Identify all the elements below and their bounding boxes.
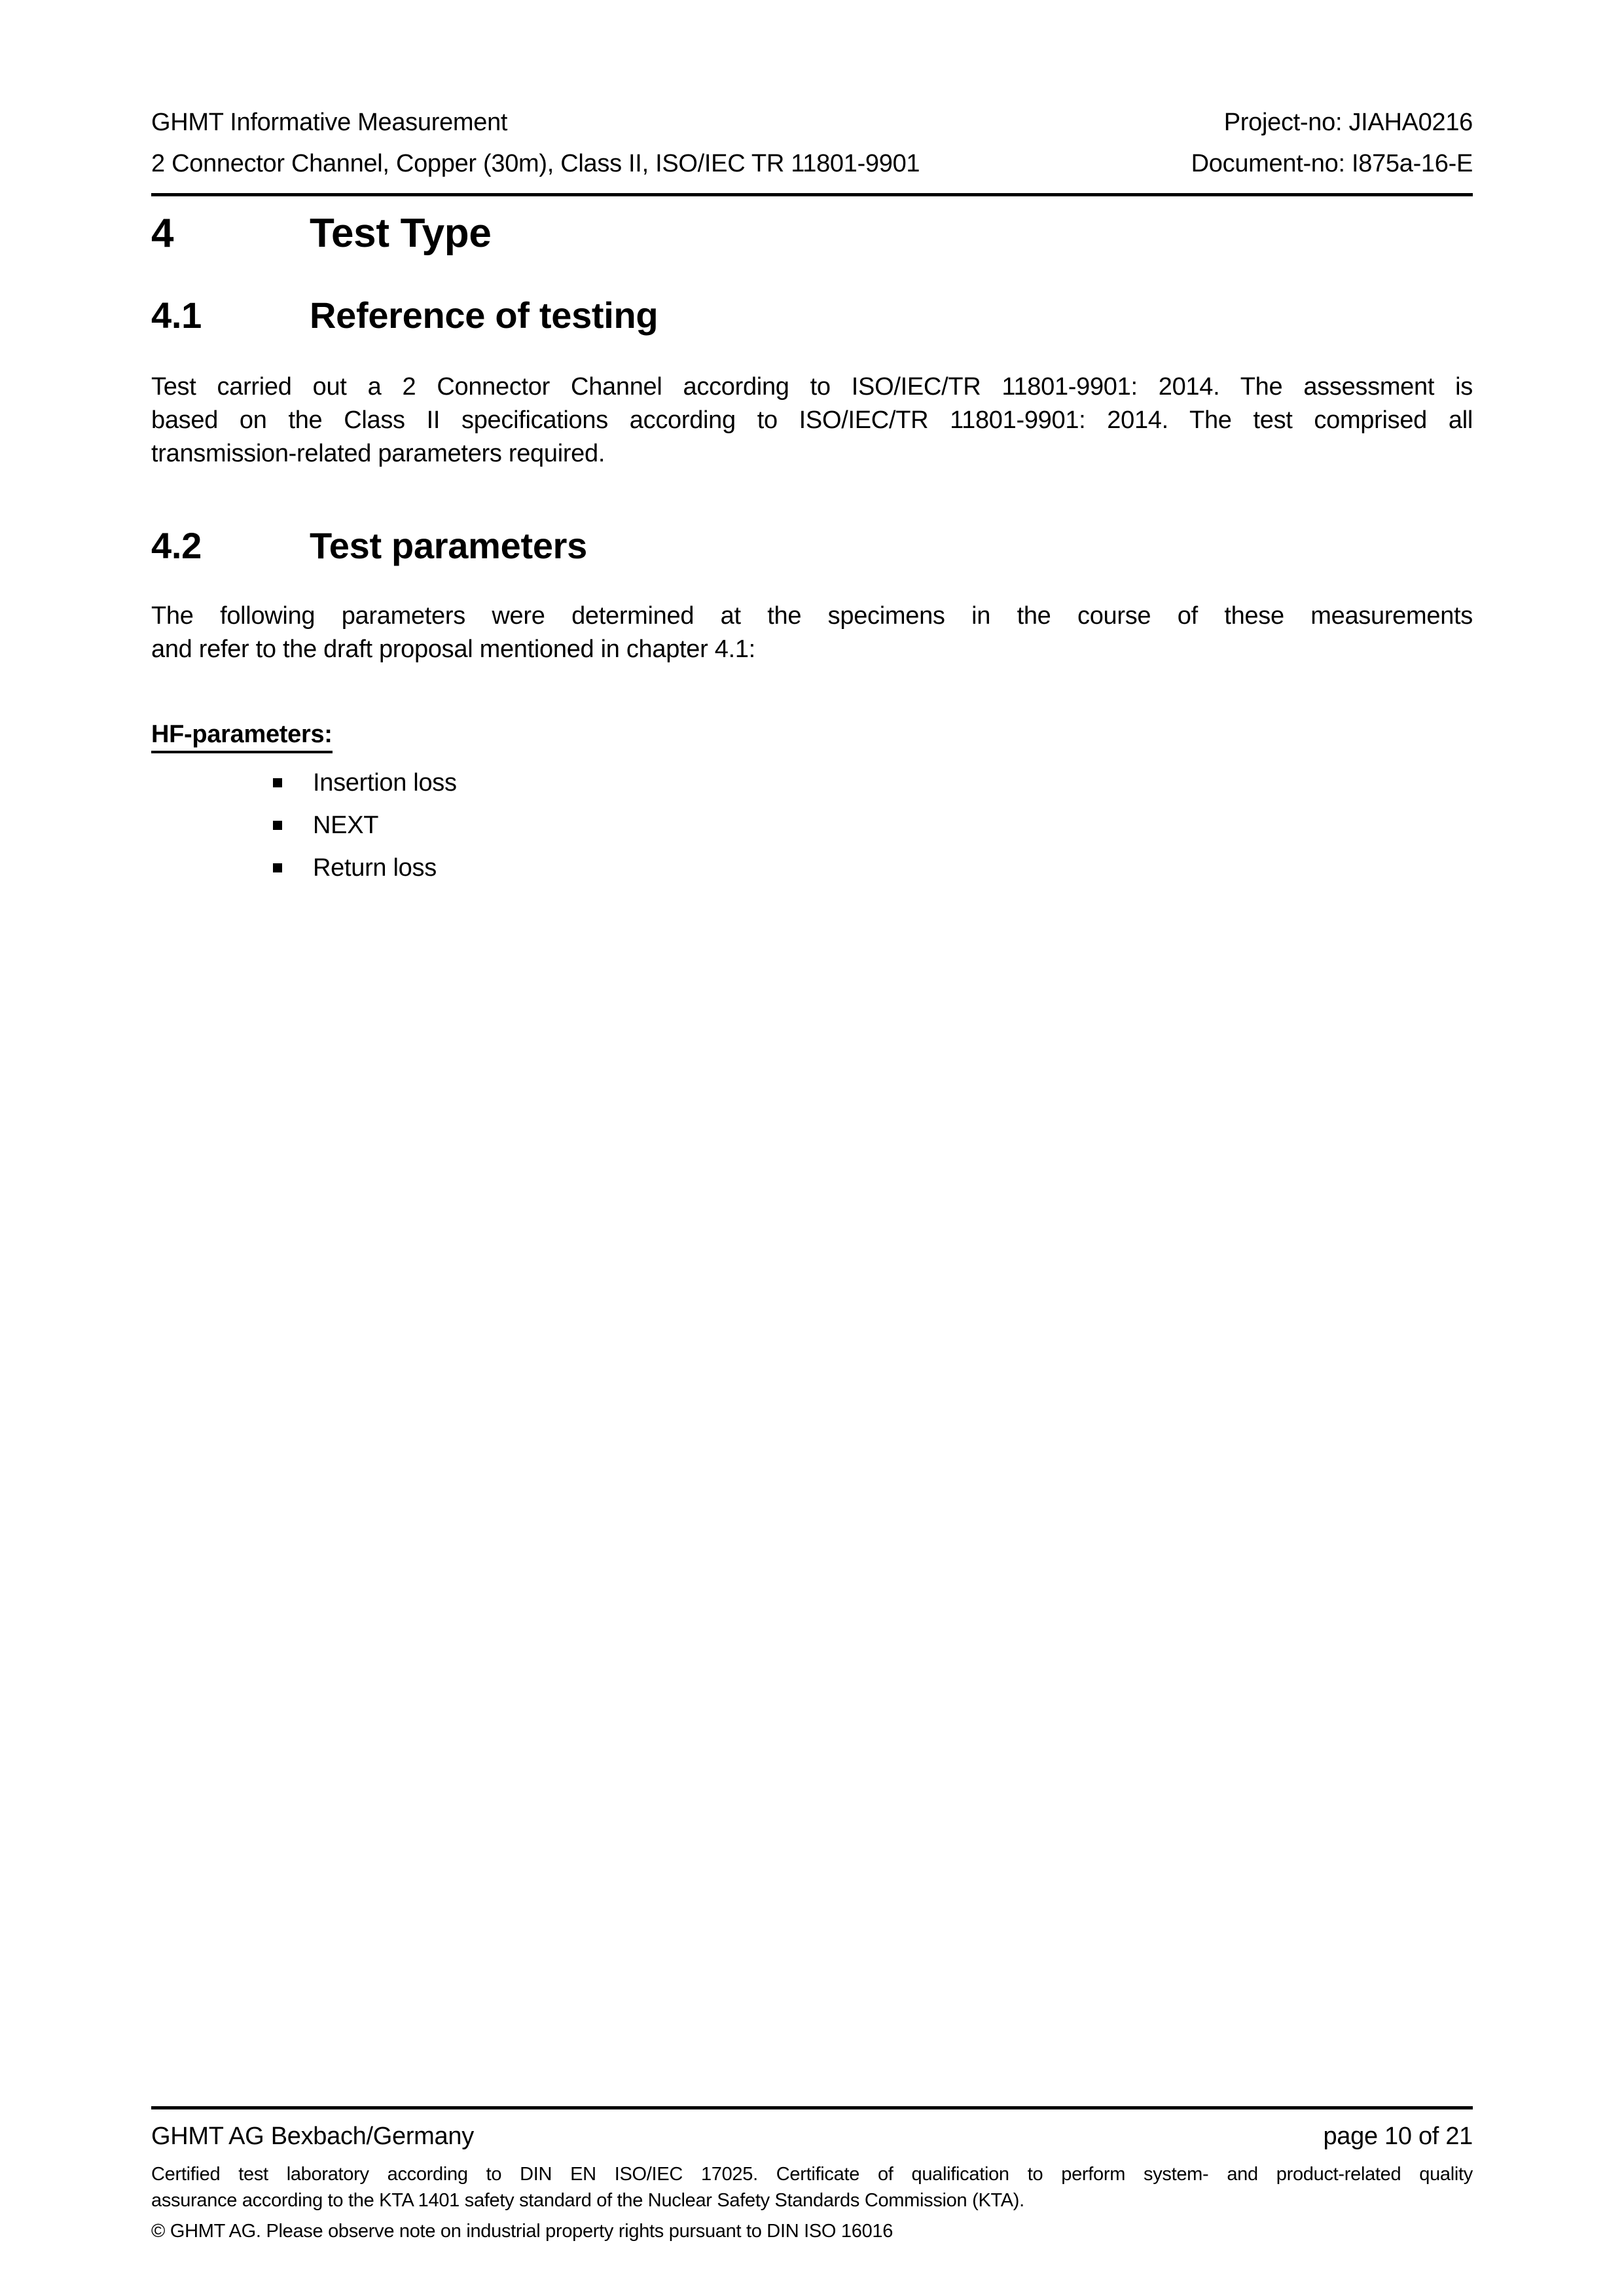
page-footer	[151, 2106, 1473, 2244]
footer-company: GHMT AG Bexbach/Germany	[151, 2123, 474, 2150]
list-item-label: Return loss	[313, 854, 437, 882]
list-item	[273, 855, 1473, 881]
list-item	[273, 770, 1473, 796]
footer-rule	[151, 2106, 1473, 2109]
list-item-label: Insertion loss	[313, 769, 457, 797]
paragraph-line: The following parameters were determined at the specimens in the course of these measurements	[151, 602, 1473, 630]
chapter-heading	[151, 211, 1473, 257]
square-bullet-icon	[273, 778, 282, 787]
paragraph-line: based on the Class II specifications according to ISO/IEC/TR 11801-9901: 2014. The test comprised all	[151, 406, 1473, 434]
footer-copyright: © GHMT AG. Please observe note on industrial property rights pursuant to DIN ISO 16016	[151, 2221, 893, 2242]
header-row-1	[151, 107, 1473, 148]
legal-line: assurance according to the KTA 1401 safety standard of the Nuclear Safety Standards Commission (KTA).	[151, 2190, 1024, 2211]
section-41-title: Reference of testing	[310, 295, 659, 336]
square-bullet-icon	[273, 821, 282, 830]
page-number: page 10 of 21	[1323, 2123, 1473, 2150]
section-41-paragraph	[151, 370, 1473, 471]
header-row-2	[151, 148, 1473, 189]
page-header	[151, 107, 1473, 196]
hf-parameters-block	[151, 720, 1473, 881]
footer-legal-text	[151, 2161, 1473, 2214]
header-test-subject: 2 Connector Channel, Copper (30m), Class II, ISO/IEC TR 11801-9901	[151, 150, 920, 177]
header-project-no: Project-no: JIAHA0216	[1223, 109, 1473, 136]
section-42-title: Test parameters	[310, 525, 588, 566]
paragraph-line: Test carried out a 2 Connector Channel according to ISO/IEC/TR 11801-9901: 2014. The assessment is	[151, 373, 1473, 401]
hf-parameters-heading: HF-parameters:	[151, 720, 333, 753]
header-rule	[151, 193, 1473, 196]
square-bullet-icon	[273, 863, 282, 872]
paragraph-line: and refer to the draft proposal mentioned in chapter 4.1:	[151, 636, 755, 663]
legal-line: Certified test laboratory according to DIN EN ISO/IEC 17025. Certificate of qualification to perform system- and product-related quality	[151, 2164, 1473, 2185]
chapter-title: Test Type	[310, 211, 492, 256]
chapter-number: 4	[151, 211, 174, 256]
list-item	[273, 812, 1473, 838]
paragraph-line: transmission-related parameters required.	[151, 440, 605, 467]
list-item-label: NEXT	[313, 812, 379, 839]
section-42-paragraph	[151, 600, 1473, 666]
header-report-type: GHMT Informative Measurement	[151, 109, 508, 136]
section-42-heading	[151, 525, 1473, 567]
header-document-no: Document-no: I875a-16-E	[1191, 150, 1473, 177]
section-42-number: 4.2	[151, 525, 202, 566]
section-41-number: 4.1	[151, 295, 202, 336]
footer-main-row	[151, 2121, 1473, 2152]
section-41-heading	[151, 295, 1473, 336]
hf-parameters-list	[151, 770, 1473, 881]
